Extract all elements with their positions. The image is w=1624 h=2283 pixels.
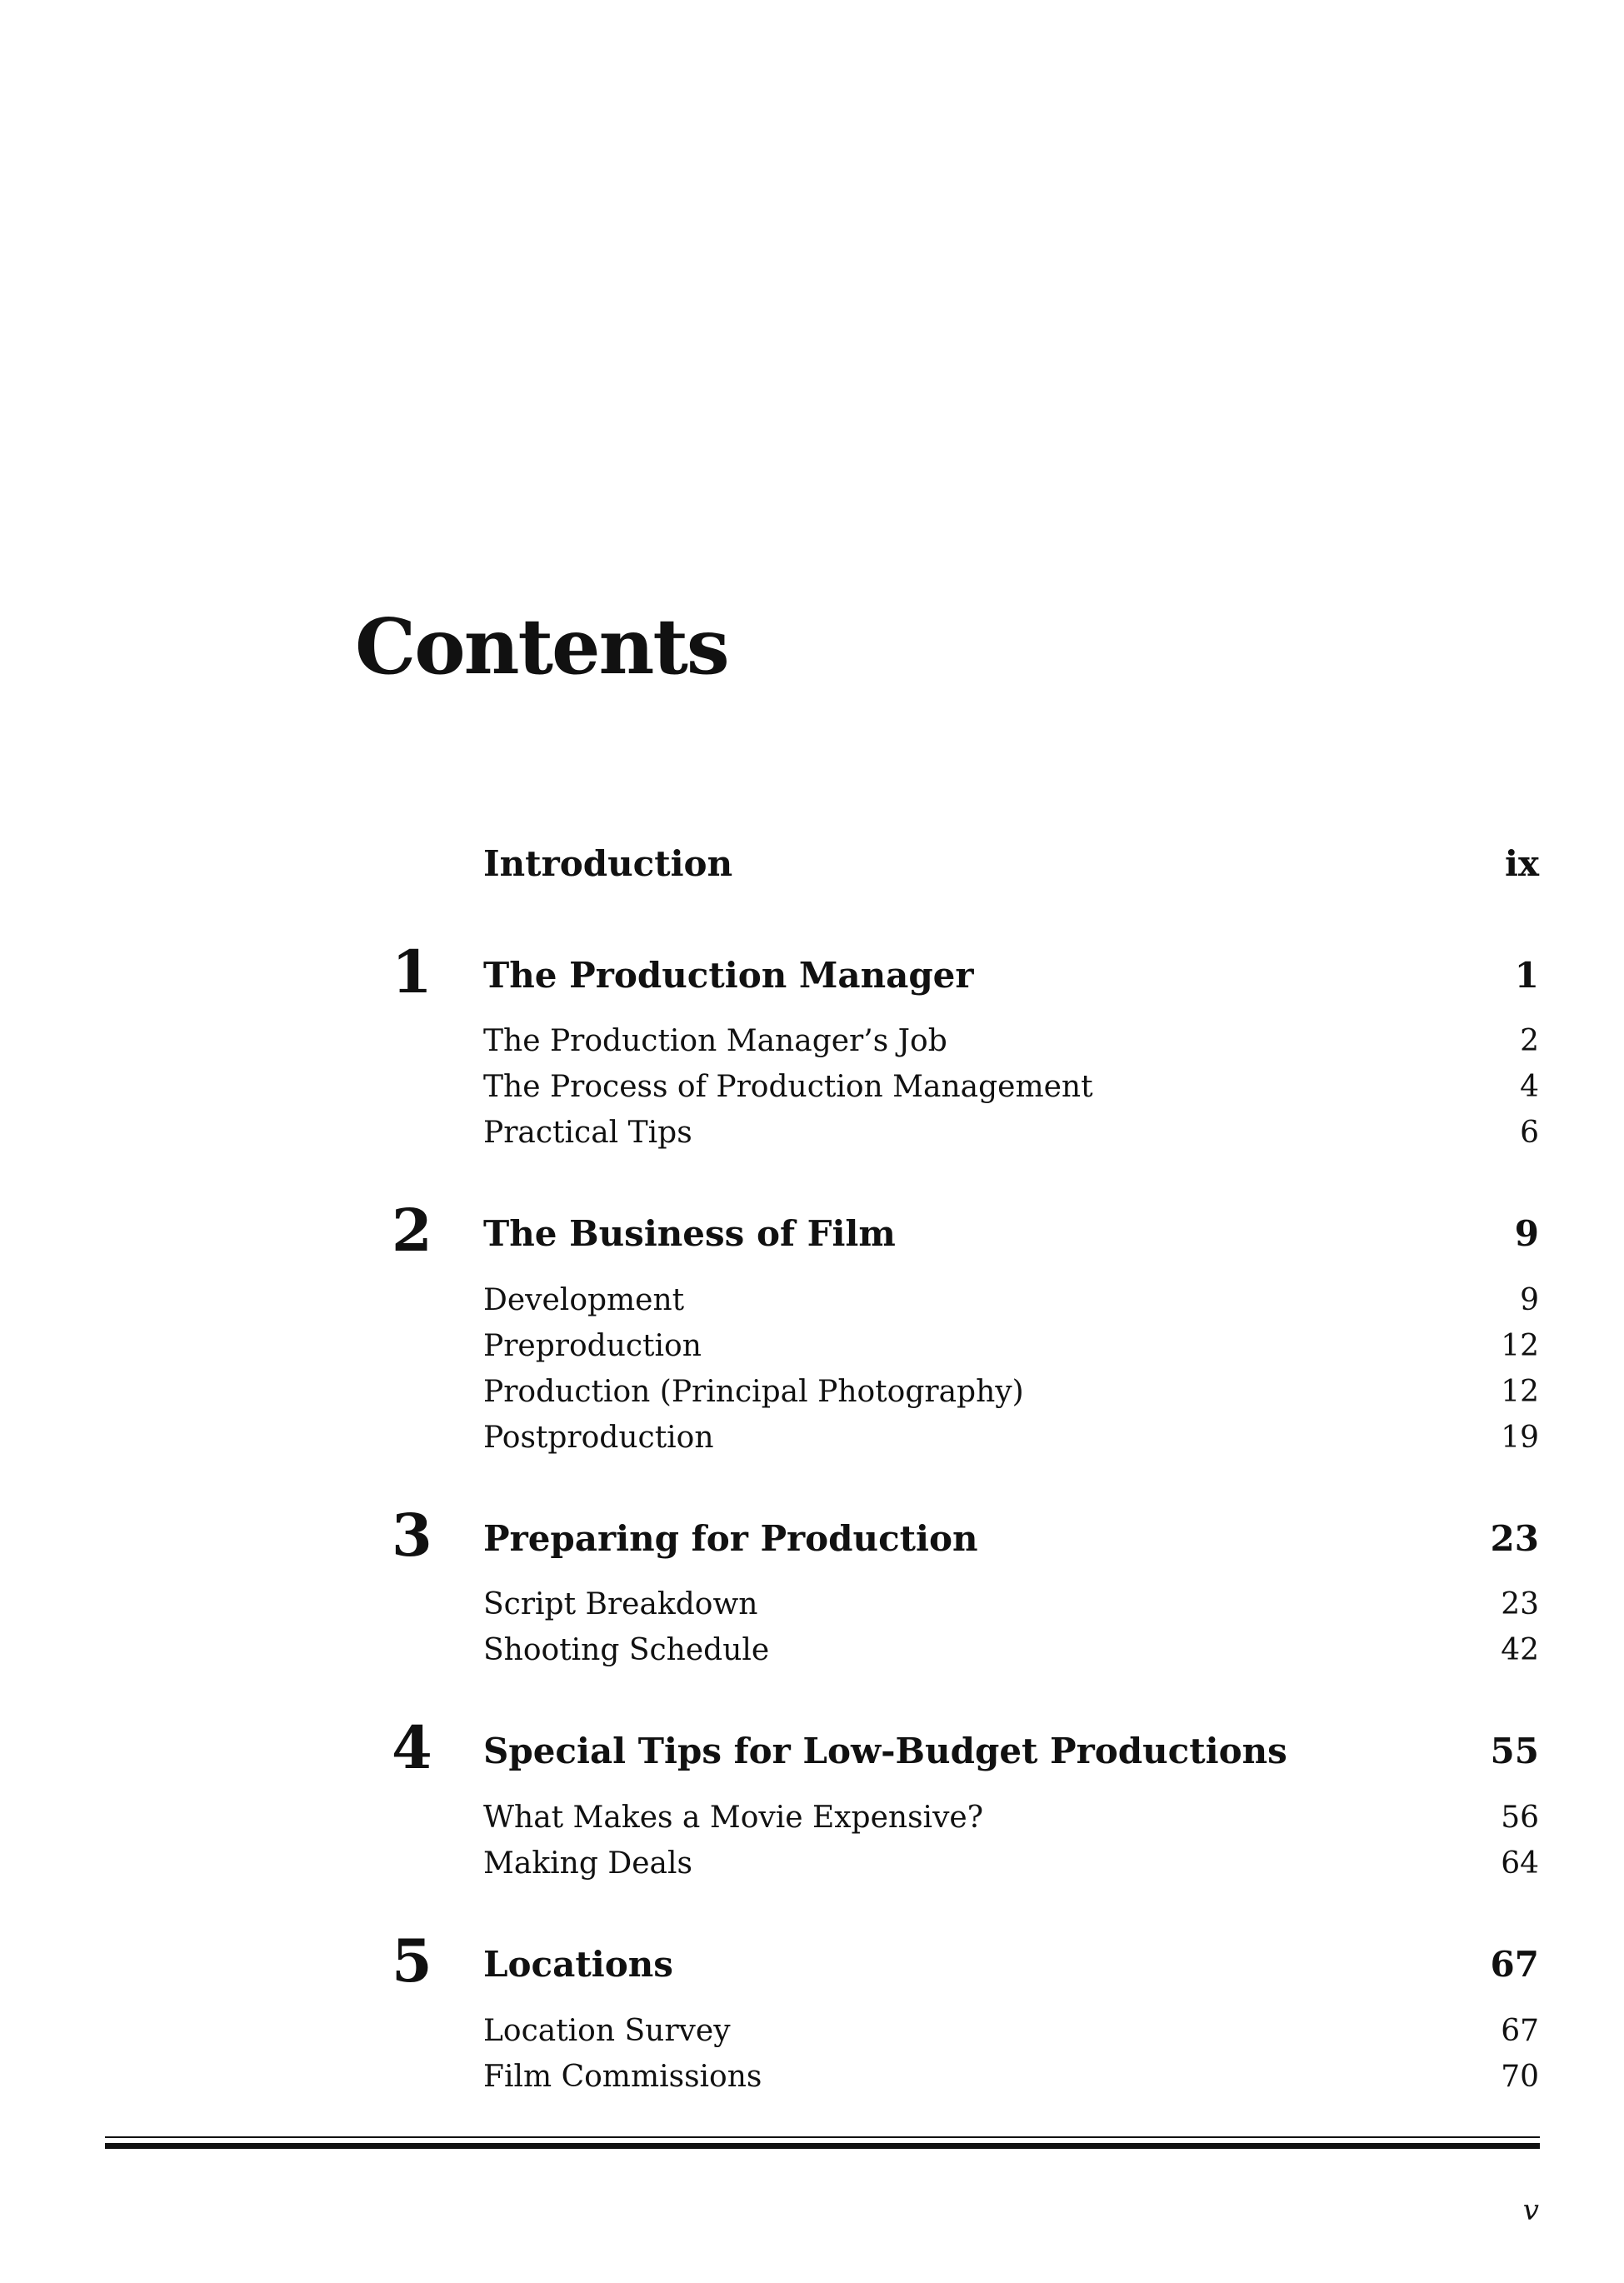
chapter-number: 4 bbox=[392, 1713, 432, 1782]
toc-section-page: 2 bbox=[1520, 1024, 1539, 1058]
toc-section-page: 67 bbox=[1501, 2014, 1539, 2048]
toc-section-page: 64 bbox=[1501, 1846, 1539, 1881]
chapter-number: 5 bbox=[392, 1926, 432, 1996]
toc-section-title: Making Deals bbox=[483, 1846, 692, 1881]
toc-chapter-title: The Business of Film bbox=[483, 1213, 896, 1254]
toc-section bbox=[0, 2062, 1624, 2099]
toc-section-title: Location Survey bbox=[483, 2014, 731, 2048]
toc-section bbox=[0, 1846, 1624, 1886]
toc-section bbox=[0, 1587, 1624, 1626]
toc-section-page: 4 bbox=[1520, 1070, 1539, 1104]
toc-section-title: Production (Principal Photography) bbox=[483, 1375, 1024, 1409]
toc-chapter-1 bbox=[0, 937, 1624, 1007]
toc-chapter-4 bbox=[0, 1713, 1624, 1782]
toc-section-page: 42 bbox=[1501, 1633, 1539, 1667]
toc-section-title: Preproduction bbox=[483, 1329, 702, 1363]
chapter-number: 1 bbox=[392, 937, 432, 1007]
footer-rule-thin bbox=[105, 2136, 1540, 2138]
page-folio: v bbox=[1522, 2194, 1539, 2227]
toc-section-title: What Makes a Movie Expensive? bbox=[483, 1801, 984, 1835]
toc-chapter-5 bbox=[0, 1926, 1624, 1996]
toc-section-page: 56 bbox=[1501, 1801, 1539, 1835]
toc-section-title: Shooting Schedule bbox=[483, 1633, 770, 1667]
footer-rule-thick bbox=[105, 2143, 1540, 2149]
toc-entry-introduction bbox=[0, 843, 1624, 897]
toc-chapter-page: 67 bbox=[1490, 1944, 1539, 1985]
toc-section-page: 23 bbox=[1501, 1587, 1539, 1621]
chapter-number: 3 bbox=[392, 1501, 432, 1570]
toc-section-title: Film Commissions bbox=[483, 2060, 762, 2094]
toc-section bbox=[0, 1024, 1624, 1063]
toc-section-page: 9 bbox=[1520, 1283, 1539, 1317]
toc-section bbox=[0, 1118, 1624, 1155]
chapter-number: 2 bbox=[392, 1196, 432, 1265]
toc-section-page: 6 bbox=[1520, 1116, 1539, 1150]
toc-section bbox=[0, 1283, 1624, 1322]
toc-section-title: The Process of Production Management bbox=[483, 1070, 1093, 1104]
toc-chapter-2 bbox=[0, 1196, 1624, 1265]
toc-section-page: 12 bbox=[1501, 1375, 1539, 1409]
toc-section-title: Postproduction bbox=[483, 1421, 714, 1455]
toc-section-title: The Production Manager’s Job bbox=[483, 1024, 947, 1058]
toc-section bbox=[0, 1423, 1624, 1460]
toc-chapter-3 bbox=[0, 1501, 1624, 1570]
toc-section bbox=[0, 1377, 1624, 1414]
toc-chapter-title: Locations bbox=[483, 1944, 673, 1985]
toc-section-title: Development bbox=[483, 1283, 685, 1317]
toc-chapter-page: 23 bbox=[1490, 1518, 1539, 1559]
toc-chapter-title: The Production Manager bbox=[483, 955, 974, 996]
toc-section bbox=[0, 1803, 1624, 1840]
toc-section bbox=[0, 1331, 1624, 1368]
toc-section bbox=[0, 1633, 1624, 1672]
toc-chapter-page: 9 bbox=[1514, 1213, 1539, 1254]
toc-section-page: 19 bbox=[1501, 1421, 1539, 1455]
toc-section-page: 12 bbox=[1501, 1329, 1539, 1363]
toc-section bbox=[0, 2016, 1624, 2053]
toc-section bbox=[0, 1072, 1624, 1109]
toc-section-title: Script Breakdown bbox=[483, 1587, 758, 1621]
page-title: Contents bbox=[355, 602, 728, 692]
toc-section-title: Practical Tips bbox=[483, 1116, 692, 1150]
toc-chapter-title: Special Tips for Low-Budget Productions bbox=[483, 1731, 1287, 1771]
toc-section-page: 70 bbox=[1501, 2060, 1539, 2094]
toc-chapter-title: Preparing for Production bbox=[483, 1518, 978, 1559]
toc-chapter-page: 55 bbox=[1490, 1731, 1539, 1771]
toc-chapter-page: ix bbox=[1505, 843, 1539, 884]
toc-chapter-page: 1 bbox=[1514, 955, 1539, 996]
toc-chapter-title: Introduction bbox=[483, 843, 733, 884]
